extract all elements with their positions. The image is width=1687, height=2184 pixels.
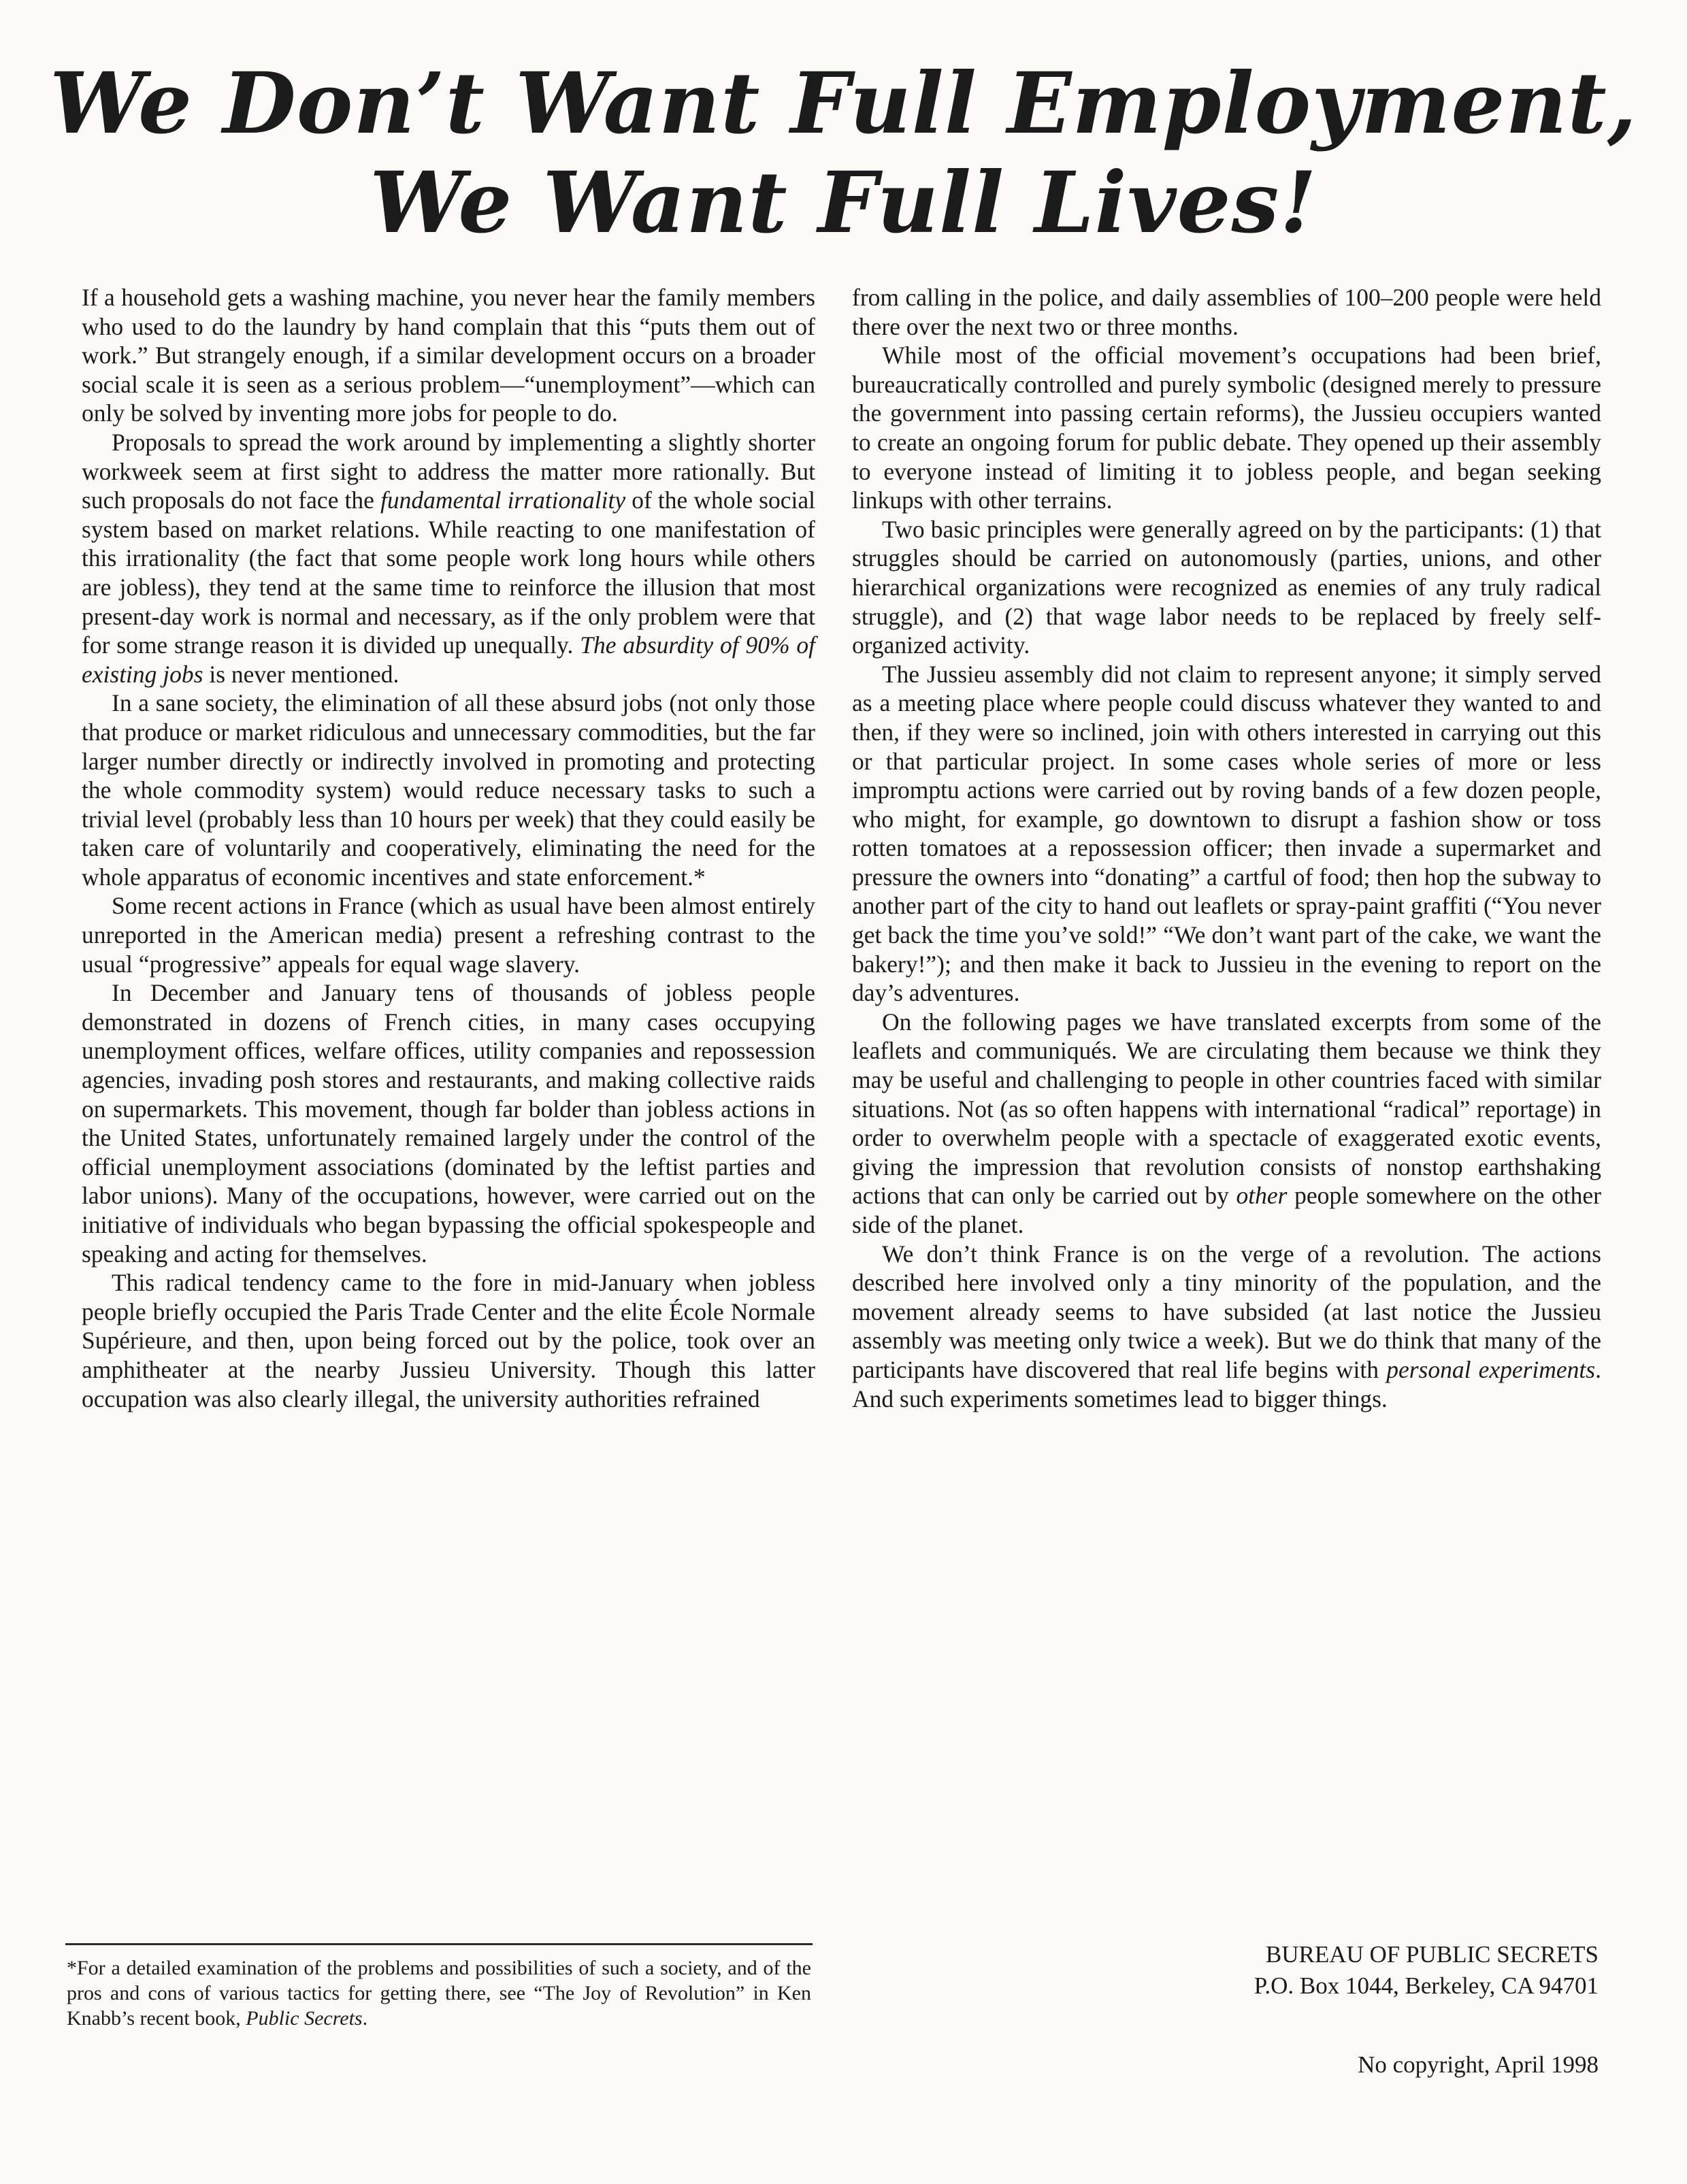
paragraph: In December and January tens of thousands of jobless people demonstrated in dozens of French cities, in many cases occupying unemployment offices, welfare offices, utility companies and repossession agencies, invading posh stores and restaurants, and making collective raids on supermarkets. This movement, though far bolder than jobless actions in the United States, unfortunately remained largely under the control of the official unemployment associations (dominated by the leftist parties and labor unions). Many of the occupations, however, were carried out on the initiative of individuals who began bypassing the official spokespeople and speaking and acting for themselves.	[82, 979, 815, 1268]
left-column	[82, 283, 815, 1413]
paragraph-text: . And such experiments sometimes lead to bigger things.	[852, 1355, 1601, 1412]
paragraph-text: On the following pages we have translated excerpts from some of the leaflets and communiqués. We are circulating them because we think they may be useful and challenging to people in other countries faced with similar situations. Not (as so often happens with international “radical” reportage) in order to overwhelm people with a spectacle of exaggerated exotic events, giving the impression that revolution consists of nonstop earthshaking actions that can only be carried out by	[852, 1008, 1601, 1210]
paragraph: Some recent actions in France (which as usual have been almost entirely unreported in the American media) present a refreshing contrast to the usual “progressive” appeals for equal wage slavery.	[82, 892, 815, 978]
paragraph: If a household gets a washing machine, you never hear the family members who used to do the laundry by hand complain that this “puts them out of work.” But strangely enough, if a similar development occurs on a broader social scale it is seen as a serious problem—“unemployment”—which can only be solved by inventing more jobs for people to do.	[82, 284, 815, 427]
paragraph-text: people somewhere on the other side of the planet.	[852, 1182, 1601, 1238]
emphasis-text: other	[1236, 1182, 1288, 1210]
paragraph: While most of the official movement’s occupations had been brief, bureaucratically controlled and purely symbolic (designed merely to pressure the government into passing certain reforms), the Jussieu occupiers wanted to create an ongoing forum for public debate. They opened up their assembly to everyone instead of limiting it to jobless people, and began seeking linkups with other terrains.	[852, 342, 1601, 514]
page-title	[0, 54, 1687, 253]
paragraph	[852, 1240, 1601, 1414]
footnote	[67, 1955, 811, 2031]
signature-block	[1254, 1939, 1599, 2002]
publisher-name: BUREAU OF PUBLIC SECRETS	[1265, 1941, 1599, 1968]
paragraph: Two basic principles were generally agreed on by the participants: (1) that struggles should be carried on autonomously (parties, unions, and other hierarchical organizations were recognized as enemies of any truly radical struggle), and (2) that wage labor needs to be replaced by freely self-organized activity.	[852, 515, 1601, 659]
title-line-1: We Don’t Want Full Employment,	[49, 54, 1638, 153]
emphasis-text: fundamental irrationality	[380, 486, 626, 514]
emphasis-text: personal experiments	[1386, 1355, 1596, 1383]
emphasis-text: The absurdity of 90% of existing jobs	[82, 631, 816, 688]
copyright-notice: No copyright, April 1998	[1358, 2051, 1599, 2078]
right-column	[852, 283, 1601, 1413]
paragraph: This radical tendency came to the fore in mid-January when jobless people briefly occupied the Paris Trade Center and the elite École Normale Supérieure, and then, upon being forced out by the police, took over an amphitheater at the nearby Jussieu University. Though this latter occupation was also clearly illegal, the university authorities refrained	[82, 1269, 815, 1412]
paragraph-text: is never mentioned.	[203, 660, 399, 688]
publisher-address: P.O. Box 1044, Berkeley, CA 94701	[1254, 1972, 1599, 1999]
title-line-2: We Want Full Lives!	[370, 154, 1317, 252]
paragraph	[82, 428, 815, 689]
paragraph: from calling in the police, and daily assemblies of 100–200 people were held there over the next two or three months.	[852, 284, 1601, 340]
paragraph-text: Proposals to spread the work around by implementing a slightly shorter workweek seem at first sight to address the matter more rationally. But such proposals do not face the	[82, 428, 815, 514]
paragraph: In a sane society, the elimination of all these absurd jobs (not only those that produce or market ridiculous and unnecessary commodities, but the far larger number directly or indirectly involved in promoting and protecting the whole commodity system) would reduce necessary tasks to such a trivial level (probably less than 10 hours per week) that they could easily be taken care of voluntarily and cooperatively, eliminating the need for the whole apparatus of economic incentives and state enforcement.*	[82, 689, 815, 891]
paragraph-text: of the whole social system based on market relations. While reacting to one manifestation of this irrationality (the fact that some people work long hours while others are jobless), they tend at the same time to reinforce the illusion that most present-day work is normal and necessary, as if the only problem were that for some strange reason it is divided up unequally.	[82, 486, 815, 659]
paragraph-text: We don’t think France is on the verge of a revolution. The actions described here involved only a tiny minority of the population, and the movement already seems to have subsided (at last notice the Jussieu assembly was meeting only twice a week). But we do think that many of the participants have discovered that real life begins with	[852, 1240, 1601, 1383]
footnote-divider	[65, 1943, 813, 1945]
paragraph: The Jussieu assembly did not claim to represent anyone; it simply served as a meeting place where people could discuss whatever they wanted to and then, if they were so inclined, join with others interested in carrying out this or that particular project. In some cases whole series of more or less impromptu actions were carried out by roving bands of a few dozen people, who might, for example, go downtown to disrupt a fashion show or toss rotten tomatoes at a repossession officer; then invade a supermarket and pressure the owners into “donating” a cartful of food; then hop the subway to another part of the city to hand out leaflets or spray-paint graffiti (“You never get back the time you’ve sold!” “We don’t want part of the cake, we want the bakery!”); and then make it back to Jussieu in the evening to report on the day’s adventures.	[852, 660, 1601, 1007]
footnote-book-title: Public Secrets	[246, 2007, 363, 2030]
paragraph	[852, 1008, 1601, 1240]
footnote-end: .	[362, 2007, 368, 2030]
footnote-text: *For a detailed examination of the problems and possibilities of such a society, and of the pros and cons of various tactics for getting there, see “The Joy of Revolution” in Ken Knabb’s recent book,	[67, 1957, 811, 2030]
